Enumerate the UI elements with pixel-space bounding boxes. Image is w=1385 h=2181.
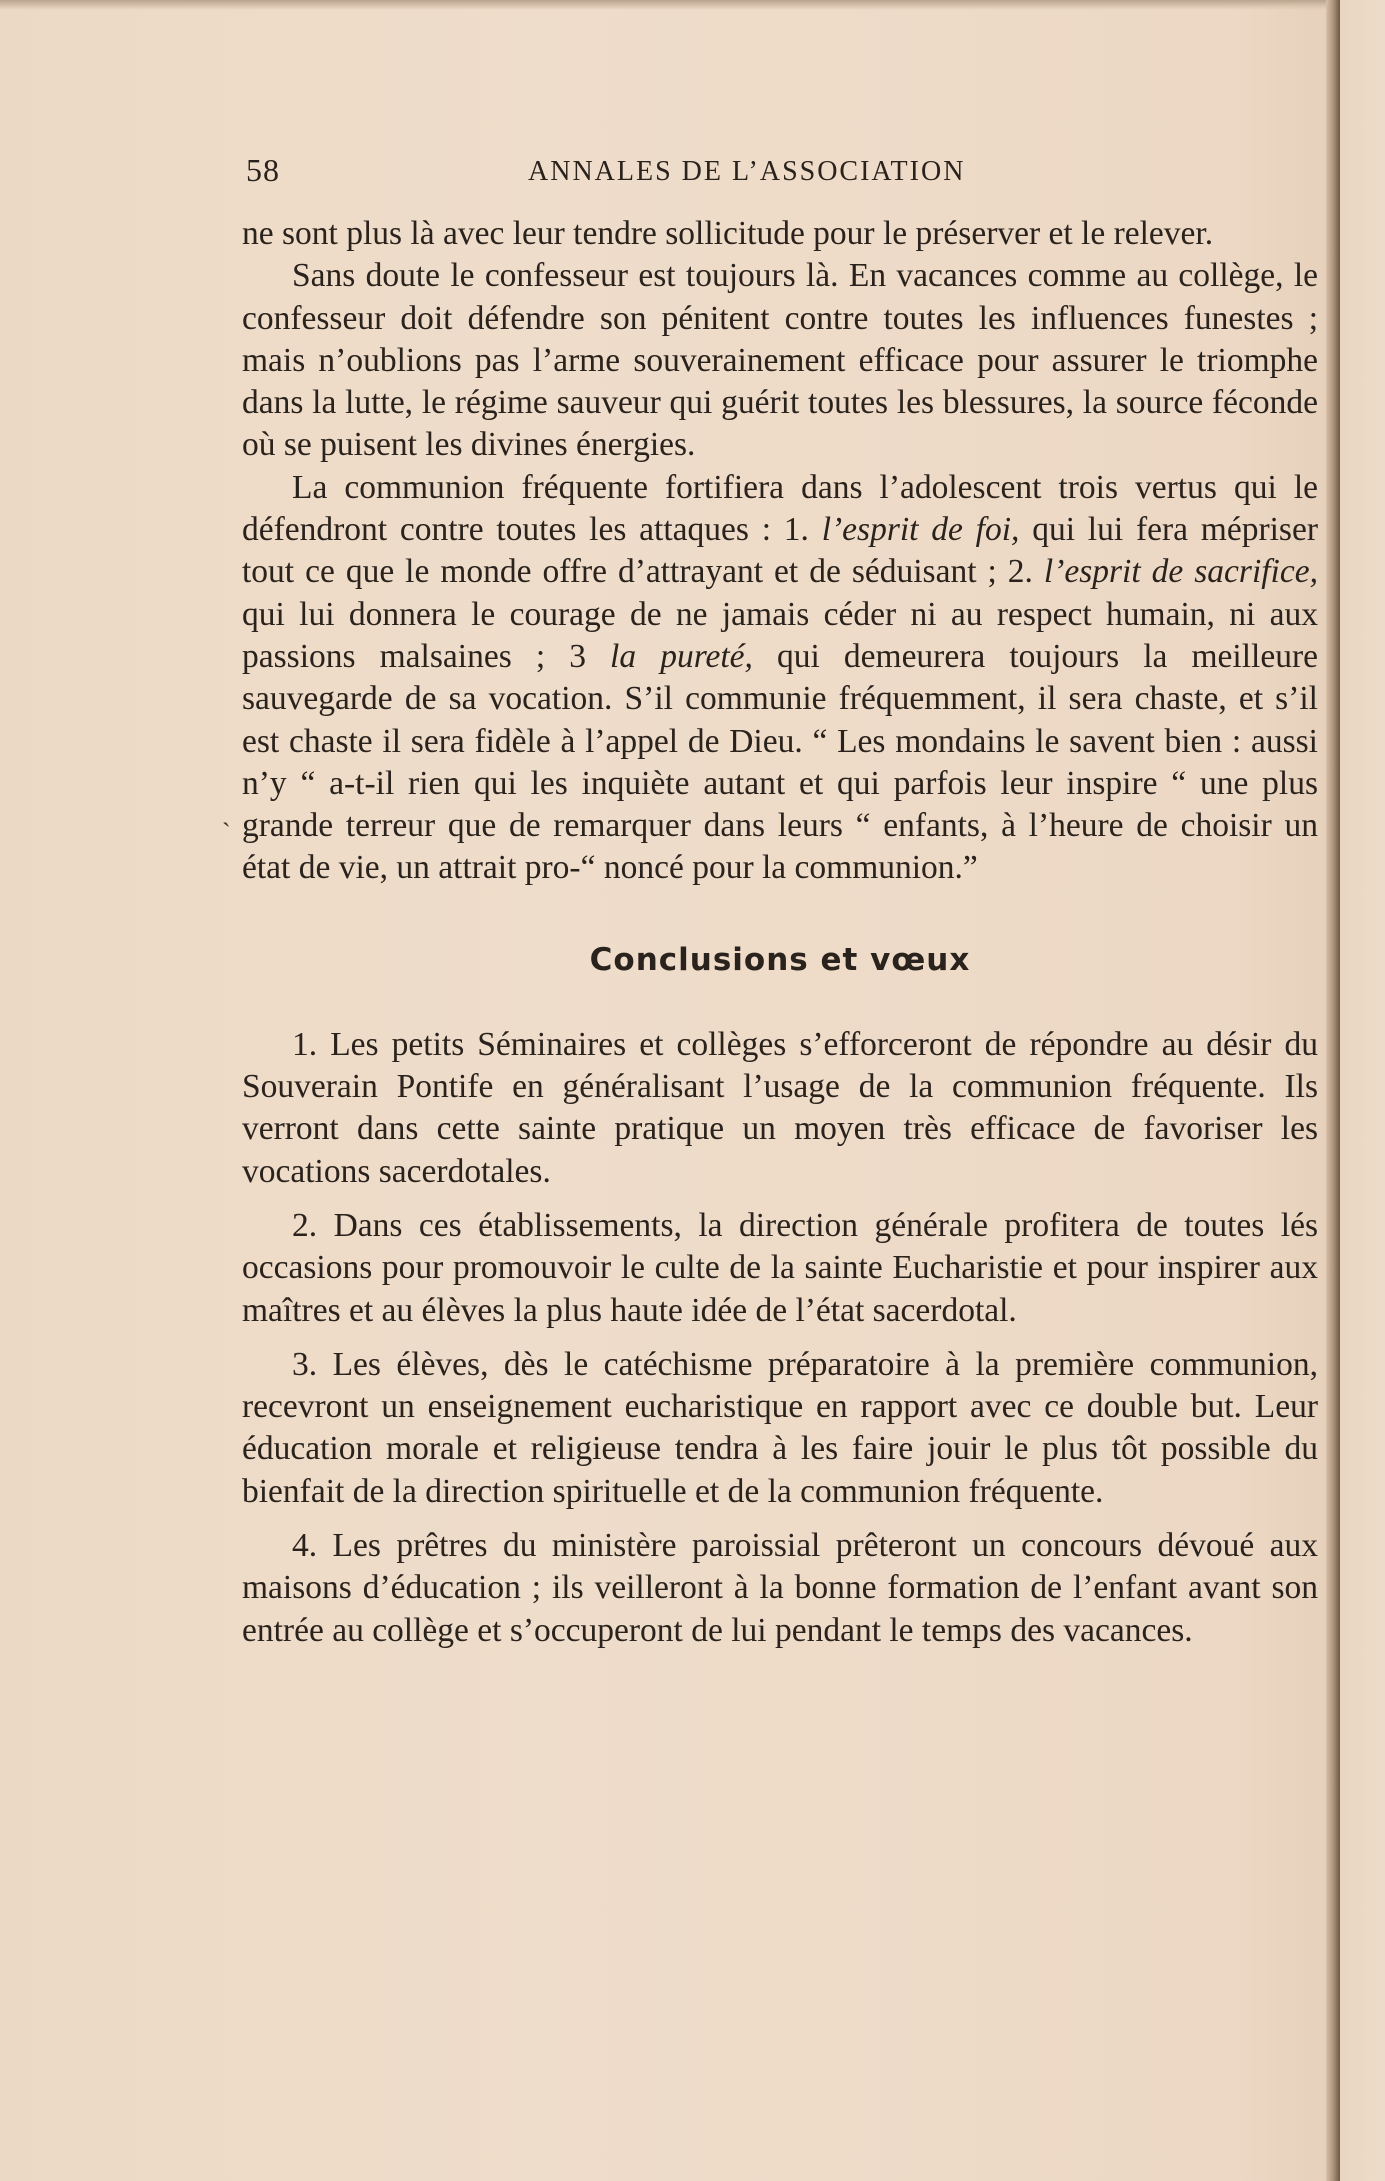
facing-page-edge	[1340, 0, 1385, 2181]
emphasis-esprit-de-sacrifice: l’esprit de sacrifice,	[1043, 553, 1318, 591]
book-spine-shadow	[1326, 0, 1340, 2181]
paragraph-3-text-a: La communion fréquente fortifiera dans l’adolescent trois vertus qui le défendront contre toutes les attaques : 1.	[242, 468, 1318, 549]
page-top-edge	[0, 0, 1340, 10]
emphasis-esprit-de-foi: l’esprit de foi,	[821, 511, 1020, 549]
section-heading: Conclusions et vœux	[589, 941, 971, 978]
conclusion-item-3: 3. Les élèves, dès le catéchisme préparatoire à la première communion, recevront un enseignement eucharistique en rapport avec ce double but. Leur éducation morale et religieuse tendra à les faire jouir le plus tôt possible du bienfait de la direction spirituelle et de la communion fréquente.	[242, 1345, 1318, 1510]
paragraph-2: Sans doute le confesseur est toujours là. En vacances comme au collège, le confesseur doit défendre son pénitent contre toutes les influences funestes ; mais n’oublions pas l’arme souverainement efficace pour assurer le triomphe dans la lutte, le régime sauveur qui guérit toutes les blessures, la source féconde où se puisent les divines énergies.	[242, 257, 1318, 464]
conclusion-item-4: 4. Les prêtres du ministère paroissial prêteront un concours dévoué aux maisons d’éducation ; ils veilleront à la bonne formation de l’enfant avant son entrée au collège et s’occuperont de lui pendant le temps des vacances.	[242, 1527, 1318, 1649]
conclusion-item-1: 1. Les petits Séminaires et collèges s’efforceront de répondre au désir du Souverain Pontife en généralisant l’usage de la communion fréquente. Ils verront dans cette sainte pratique un moyen très efficace de favoriser les vocations sacerdotales.	[242, 1025, 1318, 1190]
emphasis-purete: la pureté,	[610, 637, 753, 675]
running-head	[246, 152, 1316, 192]
paragraph-3-text-g: qui demeurera toujours la meilleure sauvegarde de sa vocation. S’il communie fréquemment, il sera chaste, et s’il est chaste il sera fidèle à l’appel de Dieu. “ Les mondains le savent bien : aussi n’y “ a-t-il rien qui les inquiète autant et qui parfois leur inspire “ une plus grande terreur que de remarquer dans leurs “ enfants, à l’heure de choisir un état de vie, un attrait pro-“ noncé pour la communion.”	[242, 637, 1318, 887]
conclusion-item-2: 2. Dans ces établissements, la direction générale profitera de toutes lés occasions pour promouvoir le culte de la sainte Eucharistie et pour inspirer aux maîtres et au élèves la plus haute idée de l’état sacerdotal.	[242, 1206, 1318, 1329]
page-number: 58	[246, 152, 280, 188]
running-head-title: ANNALES DE L’ASSOCIATION	[528, 156, 966, 187]
paragraph-3	[242, 467, 1318, 890]
paragraph-3-text-c: qui lui fera mépriser tout ce que le monde offre d’attrayant et de séduisant ; 2.	[242, 511, 1318, 591]
paragraph-1: ne sont plus là avec leur tendre sollicitude pour le préserver et le relever.	[242, 215, 1214, 252]
page-text	[242, 213, 1318, 1652]
paragraph-3-text-e: qui lui donnera le courage de ne jamais céder ni au respect humain, ni aux passions malsaines ; 3	[242, 595, 1318, 675]
margin-mark: ˋ	[222, 818, 231, 847]
